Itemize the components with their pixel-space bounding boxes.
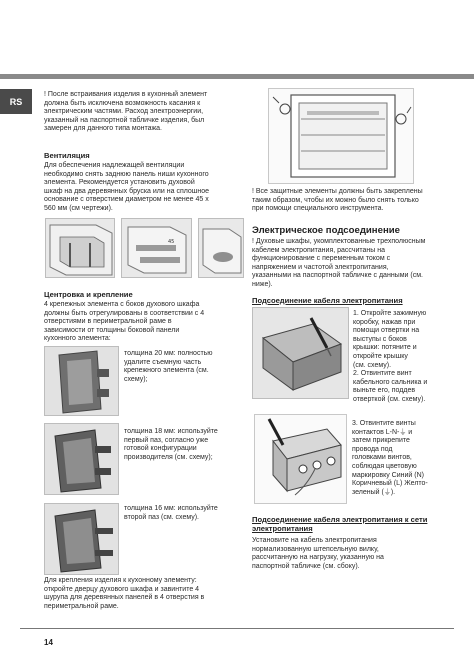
network-heading: Подсоединение кабеля электропитания к сети электропитания bbox=[252, 515, 428, 533]
wiring-diagram bbox=[254, 414, 347, 504]
header-rule bbox=[0, 74, 474, 79]
terminal-box-diagram bbox=[252, 307, 349, 399]
ventilation-text: Для обеспечения надлежащей вентиляции необходимо снять заднюю панель ниши кухонного элемента. Рекомендуется установить духовой шкаф на два деревянных бруска или на сплошное основание с отверстием диаметром не менее 45 x 560 мм (см чертежи). bbox=[44, 162, 210, 212]
item-18mm-text: толщина 18 мм: используйте первый паз, согласно уже готовой конфигурации производителя (см. схему); bbox=[124, 428, 218, 461]
ventilation-diagram-bars bbox=[121, 218, 192, 278]
bracket-18mm-diagram bbox=[44, 423, 119, 495]
electrical-text: ! Духовые шкафы, укомплектованные трехполюсным кабелем электропитания, рассчитаны на функционирование с переменным током с напряжением и частотой электропитания, указанными на паспортной табличке с данными (см. ниже). bbox=[252, 238, 426, 288]
step-3-text: 3. Отвинтите винты контактов L-N-⏚ и затем прикрепите провода под головками винтов, соблюдая цветовую маркировку Синий (N) Коричневый (L) Желто- зеленый (⏚). bbox=[352, 420, 428, 496]
fixing-text: Для крепления изделия к кухонному элементу: откройте дверцу духового шкафа и завинтите 4 шурупа для деревянных панелей в 4 отверстия в периметральной раме. bbox=[44, 577, 205, 610]
steps-1-2-text: 1. Откройте зажимную коробку, нажав при помощи отвертки на выступы с боков крышки: потяните и откройте крышку (см. схему). 2. Отвинтите винт кабельного сальника и выньте его, поддев отверткой (см. схему). bbox=[353, 310, 428, 403]
network-text: Установите на кабель электропитания нормализованную штепсельную вилку, рассчитанную на нагрузку, указанную на паспортной табличке (см. сбоку). bbox=[252, 537, 384, 570]
cable-connection-heading: Подсоединение кабеля электропитания bbox=[252, 296, 403, 305]
electrical-heading: Электрическое подсоединение bbox=[252, 225, 400, 236]
centering-heading: Центровка и крепление bbox=[44, 290, 133, 299]
language-tab-label: RS bbox=[9, 96, 23, 107]
ventilation-diagram-cabinet bbox=[45, 218, 115, 278]
footer-rule bbox=[20, 628, 454, 629]
bracket-20mm-diagram bbox=[44, 346, 119, 416]
ventilation-diagram-base bbox=[198, 218, 244, 278]
bracket-16mm-diagram bbox=[44, 503, 119, 575]
centering-text: 4 крепежных элемента с боков духового шкафа должны быть отрегулированы в соответствии с 4 отверстиями в периметральной раме в зависимости от толщины боковой панели кухонного элемента: bbox=[44, 301, 205, 343]
intro-note: ! После встраивания изделия в кухонный элемент должна быть исключена возможность касания к электрическим частями. Расход электроэнергии, указанный на паспортной табличке изделия, был замерен для данного типа монтажа. bbox=[44, 91, 208, 133]
oven-safety-diagram bbox=[268, 88, 414, 184]
language-tab bbox=[0, 89, 32, 114]
item-20mm-text: толщина 20 мм: полностью удалите съемную часть крепежного элемента (см. схему); bbox=[124, 350, 213, 383]
ventilation-heading: Вентиляция bbox=[44, 151, 90, 160]
item-16mm-text: толщина 16 мм: используйте второй паз (см. схему). bbox=[124, 505, 218, 521]
safety-note: ! Все защитные элементы должны быть закреплены таким образом, чтобы их можно было снять только при помощи специального инструмента. bbox=[252, 188, 423, 213]
page-number: 14 bbox=[44, 638, 53, 647]
svg-text:45: 45 bbox=[168, 239, 175, 245]
